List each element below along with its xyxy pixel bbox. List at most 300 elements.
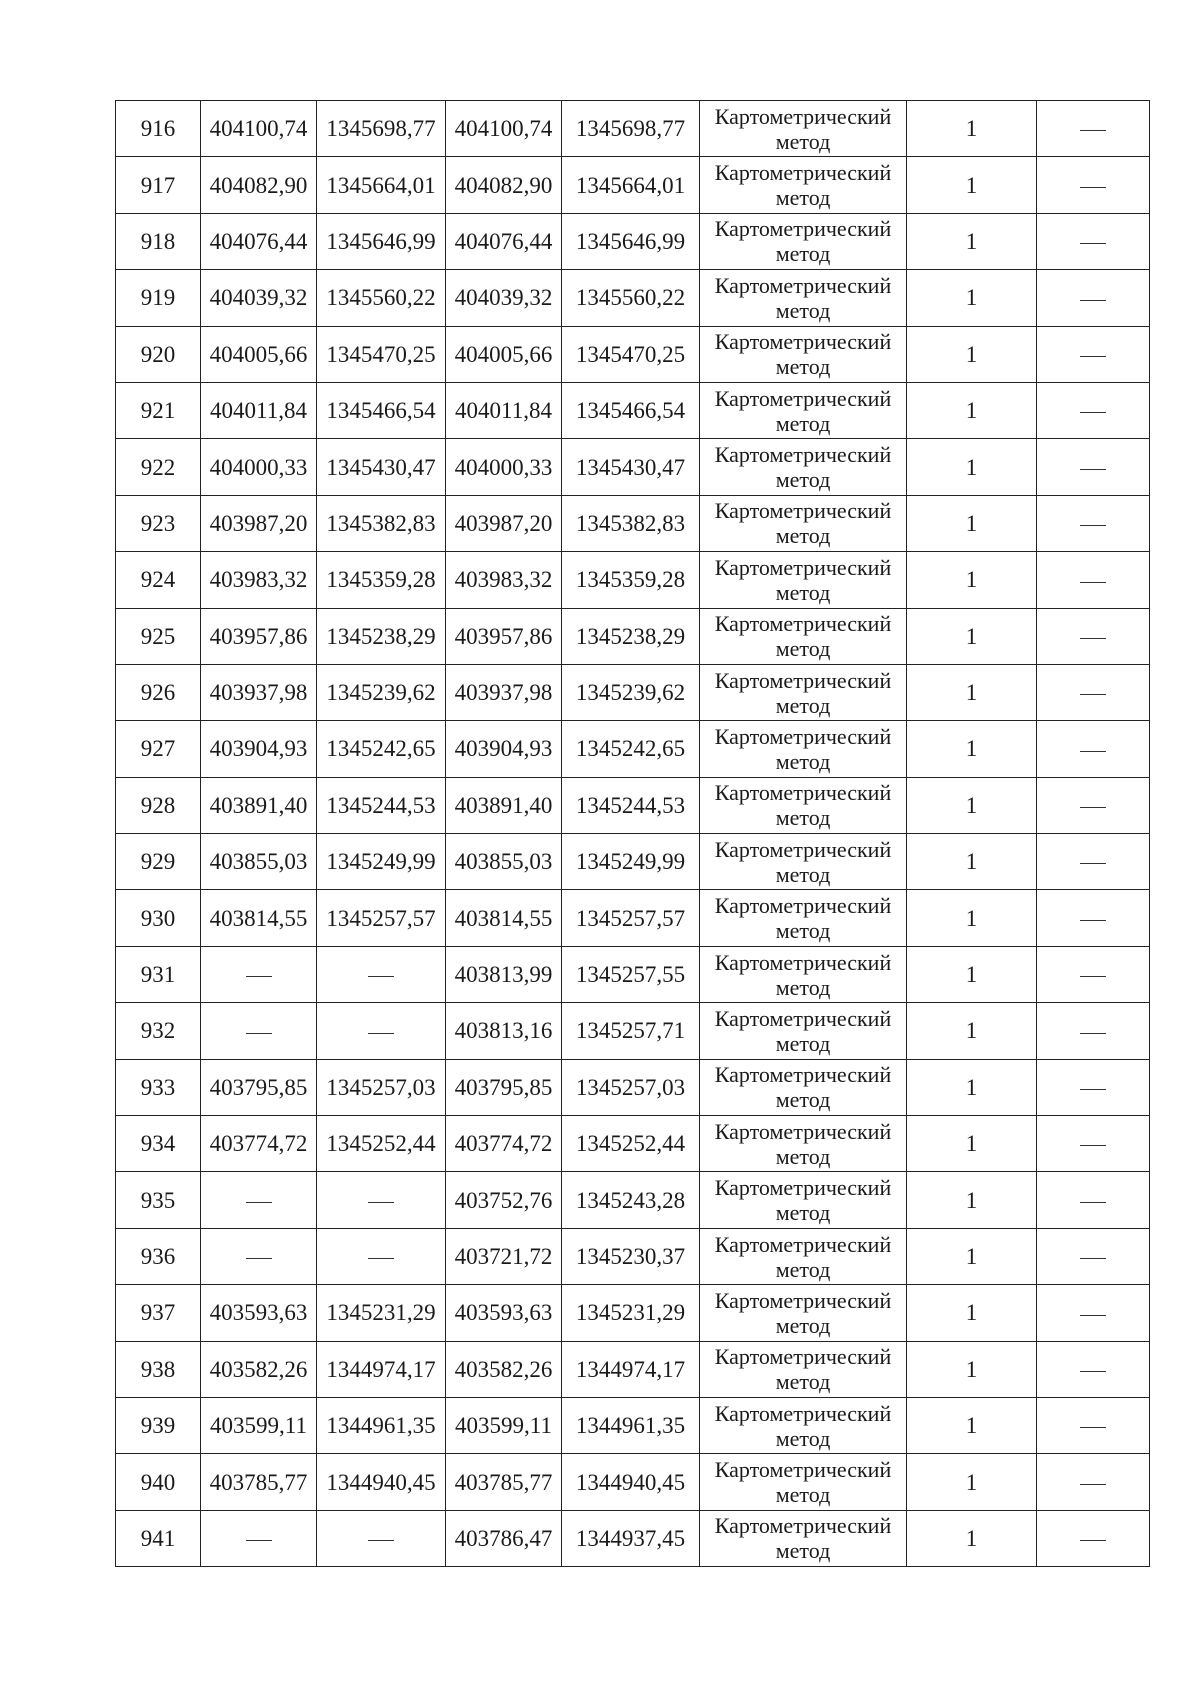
method-line-1: Картометрический xyxy=(714,780,892,806)
method-line-1: Картометрический xyxy=(714,949,892,975)
table-row xyxy=(116,270,1150,326)
method-line-2: метод xyxy=(775,410,831,436)
cell-note xyxy=(1037,1003,1150,1059)
cell-y-existing: 1345560,22 xyxy=(317,270,446,326)
method-line-2: метод xyxy=(775,1200,831,1226)
dash-mark xyxy=(246,976,272,977)
cell-y-refined: 1345257,03 xyxy=(562,1059,700,1115)
table-row xyxy=(116,552,1150,608)
cell-x-existing xyxy=(201,1003,317,1059)
table-row xyxy=(116,1059,1150,1115)
cell-x-refined: 404076,44 xyxy=(446,213,562,269)
table-row xyxy=(116,1341,1150,1397)
cell-method xyxy=(700,777,907,833)
cell-x-existing: 403785,77 xyxy=(201,1454,317,1510)
cell-y-refined: 1345257,71 xyxy=(562,1003,700,1059)
table-row xyxy=(116,1510,1150,1566)
cell-note xyxy=(1037,1059,1150,1115)
method-line-1: Картометрический xyxy=(714,1287,892,1313)
dash-mark xyxy=(1080,1427,1106,1428)
cell-point-number: 919 xyxy=(116,270,201,326)
cell-y-existing: 1345244,53 xyxy=(317,777,446,833)
method-line-1: Картометрический xyxy=(714,1062,892,1088)
cell-method xyxy=(700,157,907,213)
dash-mark xyxy=(1080,638,1106,639)
dash-mark xyxy=(1080,920,1106,921)
cell-point-number: 923 xyxy=(116,495,201,551)
dash-mark xyxy=(1080,130,1106,131)
cell-method xyxy=(700,1285,907,1341)
cell-point-number: 936 xyxy=(116,1228,201,1284)
cell-y-refined: 1345646,99 xyxy=(562,213,700,269)
method-line-2: метод xyxy=(775,636,831,662)
cell-y-existing xyxy=(317,1172,446,1228)
cell-note xyxy=(1037,213,1150,269)
cell-point-number: 926 xyxy=(116,664,201,720)
cell-accuracy: 1 xyxy=(907,1228,1037,1284)
cell-point-number: 930 xyxy=(116,890,201,946)
table-row xyxy=(116,1228,1150,1284)
cell-point-number: 938 xyxy=(116,1341,201,1397)
method-line-1: Картометрический xyxy=(714,1513,892,1539)
cell-method xyxy=(700,213,907,269)
dash-mark xyxy=(1080,1540,1106,1541)
dash-mark xyxy=(1080,187,1106,188)
method-line-1: Картометрический xyxy=(714,216,892,242)
cell-x-refined: 403774,72 xyxy=(446,1116,562,1172)
method-line-1: Картометрический xyxy=(714,272,892,298)
cell-note xyxy=(1037,1172,1150,1228)
table-row xyxy=(116,946,1150,1002)
dash-mark xyxy=(1080,1258,1106,1259)
cell-point-number: 940 xyxy=(116,1454,201,1510)
table-row xyxy=(116,439,1150,495)
table-row xyxy=(116,1454,1150,1510)
cell-point-number: 932 xyxy=(116,1003,201,1059)
cell-y-refined: 1345242,65 xyxy=(562,721,700,777)
table-row xyxy=(116,834,1150,890)
cell-x-existing: 403957,86 xyxy=(201,608,317,664)
cell-accuracy: 1 xyxy=(907,1454,1037,1510)
cell-method xyxy=(700,946,907,1002)
cell-point-number: 917 xyxy=(116,157,201,213)
cell-point-number: 941 xyxy=(116,1510,201,1566)
dash-mark xyxy=(1080,694,1106,695)
cell-point-number: 934 xyxy=(116,1116,201,1172)
cell-x-existing: 404011,84 xyxy=(201,382,317,438)
method-line-2: метод xyxy=(775,805,831,831)
cell-y-refined: 1344974,17 xyxy=(562,1341,700,1397)
cell-point-number: 920 xyxy=(116,326,201,382)
method-line-2: метод xyxy=(775,1312,831,1338)
cell-x-refined: 403891,40 xyxy=(446,777,562,833)
method-line-1: Картометрический xyxy=(714,385,892,411)
dash-mark xyxy=(368,1202,394,1203)
cell-y-existing: 1345231,29 xyxy=(317,1285,446,1341)
dash-mark xyxy=(246,1540,272,1541)
method-line-1: Картометрический xyxy=(714,836,892,862)
cell-method xyxy=(700,1228,907,1284)
cell-method xyxy=(700,1172,907,1228)
cell-accuracy: 1 xyxy=(907,890,1037,946)
dash-mark xyxy=(1080,807,1106,808)
table-row xyxy=(116,101,1150,157)
table-row xyxy=(116,1003,1150,1059)
dash-mark xyxy=(1080,1315,1106,1316)
cell-note xyxy=(1037,664,1150,720)
cell-point-number: 922 xyxy=(116,439,201,495)
table-row xyxy=(116,1285,1150,1341)
cell-point-number: 931 xyxy=(116,946,201,1002)
cell-y-existing: 1344940,45 xyxy=(317,1454,446,1510)
method-line-2: метод xyxy=(775,467,831,493)
cell-method xyxy=(700,608,907,664)
cell-accuracy: 1 xyxy=(907,439,1037,495)
table-row xyxy=(116,326,1150,382)
cell-method xyxy=(700,1341,907,1397)
cell-x-refined: 404000,33 xyxy=(446,439,562,495)
cell-accuracy: 1 xyxy=(907,834,1037,890)
cell-x-existing: 403795,85 xyxy=(201,1059,317,1115)
method-line-1: Картометрический xyxy=(714,1118,892,1144)
cell-y-refined: 1345359,28 xyxy=(562,552,700,608)
method-line-2: метод xyxy=(775,918,831,944)
cell-accuracy: 1 xyxy=(907,777,1037,833)
cell-y-refined: 1345560,22 xyxy=(562,270,700,326)
cell-y-refined: 1345238,29 xyxy=(562,608,700,664)
cell-x-existing: 403987,20 xyxy=(201,495,317,551)
cell-method xyxy=(700,1059,907,1115)
cell-note xyxy=(1037,326,1150,382)
cell-y-existing xyxy=(317,1228,446,1284)
cell-method xyxy=(700,834,907,890)
cell-accuracy: 1 xyxy=(907,1510,1037,1566)
cell-y-refined: 1345230,37 xyxy=(562,1228,700,1284)
cell-x-refined: 403813,99 xyxy=(446,946,562,1002)
cell-method xyxy=(700,1116,907,1172)
cell-note xyxy=(1037,1116,1150,1172)
cell-x-existing: 404039,32 xyxy=(201,270,317,326)
method-line-2: метод xyxy=(775,1087,831,1113)
cell-x-existing: 404076,44 xyxy=(201,213,317,269)
cell-x-existing: 403593,63 xyxy=(201,1285,317,1341)
method-line-2: метод xyxy=(775,1425,831,1451)
cell-y-refined: 1345249,99 xyxy=(562,834,700,890)
cell-method xyxy=(700,326,907,382)
cell-method xyxy=(700,664,907,720)
cell-y-refined: 1345430,47 xyxy=(562,439,700,495)
cell-y-existing xyxy=(317,946,446,1002)
method-line-2: метод xyxy=(775,579,831,605)
cell-accuracy: 1 xyxy=(907,382,1037,438)
cell-y-existing: 1344974,17 xyxy=(317,1341,446,1397)
cell-x-existing: 403904,93 xyxy=(201,721,317,777)
dash-mark xyxy=(1080,582,1106,583)
cell-accuracy: 1 xyxy=(907,1003,1037,1059)
cell-y-existing: 1345257,03 xyxy=(317,1059,446,1115)
dash-mark xyxy=(368,976,394,977)
cell-y-existing xyxy=(317,1510,446,1566)
method-line-1: Картометрический xyxy=(714,554,892,580)
cell-y-refined: 1344937,45 xyxy=(562,1510,700,1566)
cell-note xyxy=(1037,439,1150,495)
cell-note xyxy=(1037,552,1150,608)
cell-y-existing: 1345252,44 xyxy=(317,1116,446,1172)
coordinates-table-body xyxy=(116,101,1150,1567)
cell-point-number: 927 xyxy=(116,721,201,777)
cell-x-refined: 403813,16 xyxy=(446,1003,562,1059)
dash-mark xyxy=(1080,751,1106,752)
method-line-2: метод xyxy=(775,1030,831,1056)
cell-point-number: 921 xyxy=(116,382,201,438)
cell-y-existing: 1345359,28 xyxy=(317,552,446,608)
cell-accuracy: 1 xyxy=(907,1397,1037,1453)
cell-x-existing xyxy=(201,946,317,1002)
dash-mark xyxy=(1080,1484,1106,1485)
dash-mark xyxy=(1080,1033,1106,1034)
cell-method xyxy=(700,721,907,777)
dash-mark xyxy=(368,1540,394,1541)
cell-y-refined: 1345664,01 xyxy=(562,157,700,213)
dash-mark xyxy=(1080,1145,1106,1146)
cell-x-refined: 403752,76 xyxy=(446,1172,562,1228)
coordinates-table xyxy=(115,100,1150,1567)
cell-note xyxy=(1037,946,1150,1002)
method-line-2: метод xyxy=(775,1143,831,1169)
cell-note xyxy=(1037,157,1150,213)
method-line-2: метод xyxy=(775,1369,831,1395)
cell-y-existing: 1345430,47 xyxy=(317,439,446,495)
cell-accuracy: 1 xyxy=(907,495,1037,551)
cell-accuracy: 1 xyxy=(907,213,1037,269)
cell-note xyxy=(1037,1341,1150,1397)
dash-mark xyxy=(368,1033,394,1034)
cell-y-existing: 1345249,99 xyxy=(317,834,446,890)
cell-accuracy: 1 xyxy=(907,608,1037,664)
method-line-2: метод xyxy=(775,523,831,549)
cell-accuracy: 1 xyxy=(907,664,1037,720)
method-line-2: метод xyxy=(775,692,831,718)
cell-x-existing: 403855,03 xyxy=(201,834,317,890)
cell-y-existing: 1345238,29 xyxy=(317,608,446,664)
dash-mark xyxy=(1080,469,1106,470)
cell-x-existing xyxy=(201,1228,317,1284)
table-row xyxy=(116,890,1150,946)
cell-y-existing: 1345664,01 xyxy=(317,157,446,213)
cell-y-refined: 1344940,45 xyxy=(562,1454,700,1510)
cell-y-refined: 1345382,83 xyxy=(562,495,700,551)
cell-note xyxy=(1037,1397,1150,1453)
cell-x-refined: 403786,47 xyxy=(446,1510,562,1566)
table-row xyxy=(116,213,1150,269)
cell-point-number: 929 xyxy=(116,834,201,890)
cell-accuracy: 1 xyxy=(907,101,1037,157)
dash-mark xyxy=(1080,1371,1106,1372)
table-row xyxy=(116,777,1150,833)
cell-y-refined: 1344961,35 xyxy=(562,1397,700,1453)
cell-note xyxy=(1037,608,1150,664)
cell-y-existing: 1345466,54 xyxy=(317,382,446,438)
table-row xyxy=(116,1172,1150,1228)
method-line-2: метод xyxy=(775,354,831,380)
table-row xyxy=(116,1116,1150,1172)
cell-method xyxy=(700,101,907,157)
table-row xyxy=(116,382,1150,438)
cell-note xyxy=(1037,270,1150,326)
cell-x-refined: 403855,03 xyxy=(446,834,562,890)
dash-mark xyxy=(246,1202,272,1203)
cell-x-existing: 403891,40 xyxy=(201,777,317,833)
cell-y-existing: 1345242,65 xyxy=(317,721,446,777)
cell-x-refined: 403785,77 xyxy=(446,1454,562,1510)
cell-note xyxy=(1037,721,1150,777)
cell-y-existing: 1345646,99 xyxy=(317,213,446,269)
cell-method xyxy=(700,495,907,551)
cell-method xyxy=(700,382,907,438)
cell-y-existing: 1345470,25 xyxy=(317,326,446,382)
cell-point-number: 937 xyxy=(116,1285,201,1341)
cell-accuracy: 1 xyxy=(907,552,1037,608)
method-line-1: Картометрический xyxy=(714,1005,892,1031)
cell-y-existing: 1345257,57 xyxy=(317,890,446,946)
cell-point-number: 925 xyxy=(116,608,201,664)
cell-x-refined: 403957,86 xyxy=(446,608,562,664)
cell-note xyxy=(1037,777,1150,833)
cell-y-existing xyxy=(317,1003,446,1059)
cell-method xyxy=(700,552,907,608)
method-line-2: метод xyxy=(775,297,831,323)
dash-mark xyxy=(246,1033,272,1034)
method-line-1: Картометрический xyxy=(714,667,892,693)
method-line-1: Картометрический xyxy=(714,1231,892,1257)
cell-x-refined: 403983,32 xyxy=(446,552,562,608)
cell-accuracy: 1 xyxy=(907,721,1037,777)
method-line-1: Картометрический xyxy=(714,893,892,919)
cell-method xyxy=(700,890,907,946)
cell-x-refined: 404011,84 xyxy=(446,382,562,438)
cell-y-existing: 1344961,35 xyxy=(317,1397,446,1453)
cell-point-number: 918 xyxy=(116,213,201,269)
cell-note xyxy=(1037,1454,1150,1510)
cell-x-refined: 404039,32 xyxy=(446,270,562,326)
cell-point-number: 939 xyxy=(116,1397,201,1453)
cell-point-number: 928 xyxy=(116,777,201,833)
method-line-1: Картометрический xyxy=(714,498,892,524)
cell-note xyxy=(1037,834,1150,890)
dash-mark xyxy=(1080,412,1106,413)
method-line-2: метод xyxy=(775,241,831,267)
cell-accuracy: 1 xyxy=(907,946,1037,1002)
dash-mark xyxy=(1080,356,1106,357)
table-row xyxy=(116,721,1150,777)
cell-x-existing: 404005,66 xyxy=(201,326,317,382)
method-line-1: Картометрический xyxy=(714,1175,892,1201)
cell-method xyxy=(700,439,907,495)
cell-point-number: 935 xyxy=(116,1172,201,1228)
cell-y-refined: 1345239,62 xyxy=(562,664,700,720)
cell-x-refined: 403721,72 xyxy=(446,1228,562,1284)
method-line-2: метод xyxy=(775,1256,831,1282)
cell-note xyxy=(1037,382,1150,438)
dash-mark xyxy=(1080,1089,1106,1090)
method-line-2: метод xyxy=(775,1538,831,1564)
method-line-2: метод xyxy=(775,185,831,211)
method-line-1: Картометрический xyxy=(714,160,892,186)
cell-method xyxy=(700,1397,907,1453)
cell-note xyxy=(1037,101,1150,157)
cell-accuracy: 1 xyxy=(907,157,1037,213)
cell-y-refined: 1345257,55 xyxy=(562,946,700,1002)
cell-accuracy: 1 xyxy=(907,1172,1037,1228)
cell-accuracy: 1 xyxy=(907,1059,1037,1115)
cell-x-refined: 404005,66 xyxy=(446,326,562,382)
cell-x-existing xyxy=(201,1510,317,1566)
method-line-1: Картометрический xyxy=(714,611,892,637)
cell-method xyxy=(700,270,907,326)
table-row xyxy=(116,664,1150,720)
cell-x-refined: 403593,63 xyxy=(446,1285,562,1341)
cell-point-number: 924 xyxy=(116,552,201,608)
method-line-1: Картометрический xyxy=(714,103,892,129)
cell-x-refined: 403937,98 xyxy=(446,664,562,720)
cell-y-refined: 1345243,28 xyxy=(562,1172,700,1228)
cell-y-refined: 1345257,57 xyxy=(562,890,700,946)
cell-method xyxy=(700,1454,907,1510)
cell-y-refined: 1345466,54 xyxy=(562,382,700,438)
cell-accuracy: 1 xyxy=(907,326,1037,382)
cell-note xyxy=(1037,1228,1150,1284)
dash-mark xyxy=(1080,976,1106,977)
cell-note xyxy=(1037,890,1150,946)
table-row xyxy=(116,608,1150,664)
cell-y-existing: 1345239,62 xyxy=(317,664,446,720)
cell-y-refined: 1345231,29 xyxy=(562,1285,700,1341)
dash-mark xyxy=(1080,1202,1106,1203)
method-line-2: метод xyxy=(775,861,831,887)
cell-x-refined: 404082,90 xyxy=(446,157,562,213)
cell-x-refined: 403599,11 xyxy=(446,1397,562,1453)
cell-y-refined: 1345252,44 xyxy=(562,1116,700,1172)
cell-x-existing: 404082,90 xyxy=(201,157,317,213)
dash-mark xyxy=(246,1258,272,1259)
cell-x-existing: 404100,74 xyxy=(201,101,317,157)
cell-y-refined: 1345470,25 xyxy=(562,326,700,382)
cell-y-refined: 1345698,77 xyxy=(562,101,700,157)
cell-note xyxy=(1037,1285,1150,1341)
cell-note xyxy=(1037,495,1150,551)
dash-mark xyxy=(1080,525,1106,526)
cell-point-number: 916 xyxy=(116,101,201,157)
method-line-1: Картометрический xyxy=(714,442,892,468)
method-line-1: Картометрический xyxy=(714,1457,892,1483)
cell-x-existing: 403774,72 xyxy=(201,1116,317,1172)
cell-method xyxy=(700,1003,907,1059)
cell-x-existing: 403814,55 xyxy=(201,890,317,946)
method-line-2: метод xyxy=(775,748,831,774)
method-line-1: Картометрический xyxy=(714,723,892,749)
cell-y-existing: 1345698,77 xyxy=(317,101,446,157)
cell-x-refined: 403582,26 xyxy=(446,1341,562,1397)
dash-mark xyxy=(1080,863,1106,864)
cell-accuracy: 1 xyxy=(907,1341,1037,1397)
cell-x-refined: 404100,74 xyxy=(446,101,562,157)
cell-accuracy: 1 xyxy=(907,1116,1037,1172)
method-line-1: Картометрический xyxy=(714,1344,892,1370)
cell-x-existing: 403983,32 xyxy=(201,552,317,608)
cell-y-existing: 1345382,83 xyxy=(317,495,446,551)
method-line-1: Картометрический xyxy=(714,1400,892,1426)
dash-mark xyxy=(1080,300,1106,301)
